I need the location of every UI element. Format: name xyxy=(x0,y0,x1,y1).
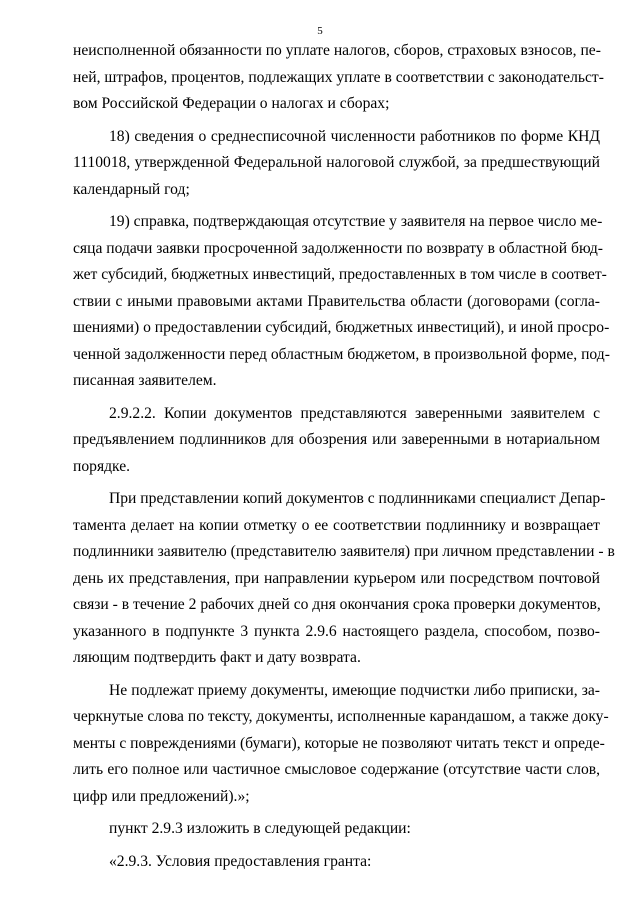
text-line: цифр или предложений).»; xyxy=(73,787,250,805)
text-line: 19) справка, подтверждающая отсутствие у заявителя на первое число ме- xyxy=(109,213,603,230)
paragraph-2-9-3-heading xyxy=(73,849,600,876)
text-line: подлинники заявителю (представителю заявителя) при личном представлении - в xyxy=(73,543,615,560)
paragraph-copies-return xyxy=(73,486,615,672)
document-body xyxy=(73,38,615,881)
paragraph-tax-obligations xyxy=(73,38,604,118)
text-line: 1110018, утвержденной Федеральной налоговой службой, за предшествующий xyxy=(73,154,600,171)
text-line: 2.9.2.2. Копии документов представляются заверенными заявителем с xyxy=(109,404,600,422)
text-line: тамента делает на копии отметку о ее соответствии подлиннику и возвращает xyxy=(73,516,600,534)
text-line: указанного в подпункте 3 пункта 2.9.6 настоящего раздела, способом, позво- xyxy=(73,622,600,640)
text-line: шениями) о предоставлении субсидий, бюджетных инвестиций), и иной просро- xyxy=(73,319,610,336)
paragraph-amendment xyxy=(73,816,600,843)
text-line: писанная заявителем. xyxy=(73,372,217,389)
text-line: неисполненной обязанности по уплате налогов, сборов, страховых взносов, пе- xyxy=(73,42,601,59)
page-number: 5 xyxy=(317,25,323,37)
text-line: календарный год; xyxy=(73,180,190,198)
text-line: день их представления, при направлении курьером или посредством почтовой xyxy=(73,569,600,587)
text-line: 18) сведения о среднесписочной численности работников по форме КНД xyxy=(109,127,600,145)
text-line: При представлении копий документов с подлинниками специалист Депар- xyxy=(109,490,606,507)
text-line: ляющим подтвердить факт и дату возврата. xyxy=(73,649,361,666)
text-line: предъявлением подлинников для обозрения или заверенными в нотариальном xyxy=(73,431,600,448)
text-line: Не подлежат приему документы, имеющие подчистки либо приписки, за- xyxy=(109,681,600,699)
text-line: сяца подачи заявки просроченной задолженности по возврату в областной бюд- xyxy=(73,239,603,257)
text-line: «2.9.3. Условия предоставления гранта: xyxy=(109,852,372,870)
text-line: пункт 2.9.3 изложить в следующей редакции: xyxy=(109,820,411,837)
text-line: ченной задолженности перед областным бюджетом, в произвольной форме, под- xyxy=(73,345,610,363)
text-line: ней, штрафов, процентов, подлежащих уплате в соответствии с законодательст- xyxy=(73,68,604,86)
paragraph-item-19 xyxy=(73,209,610,395)
text-line: ствии с иными правовыми актами Правительства области (договорами (согла- xyxy=(73,292,600,310)
text-line: вом Российской Федерации о налогах и сборах; xyxy=(73,95,390,112)
text-line: менты с повреждениями (бумаги), которые не позволяют читать текст и опреде- xyxy=(73,734,605,752)
paragraph-not-accepted xyxy=(73,678,609,811)
paragraph-item-18 xyxy=(73,124,600,204)
paragraph-2-9-2-2 xyxy=(73,401,600,481)
text-line: связи - в течение 2 рабочих дней со дня окончания срока проверки документов, xyxy=(73,596,601,613)
text-line: черкнутые слова по тексту, документы, исполненные карандашом, а также доку- xyxy=(73,708,609,725)
text-line: жет субсидий, бюджетных инвестиций, предоставленных в том числе в соответ- xyxy=(73,266,607,283)
text-line: лить его полное или частичное смысловое содержание (отсутствие части слов, xyxy=(73,761,600,778)
text-line: порядке. xyxy=(73,457,131,475)
